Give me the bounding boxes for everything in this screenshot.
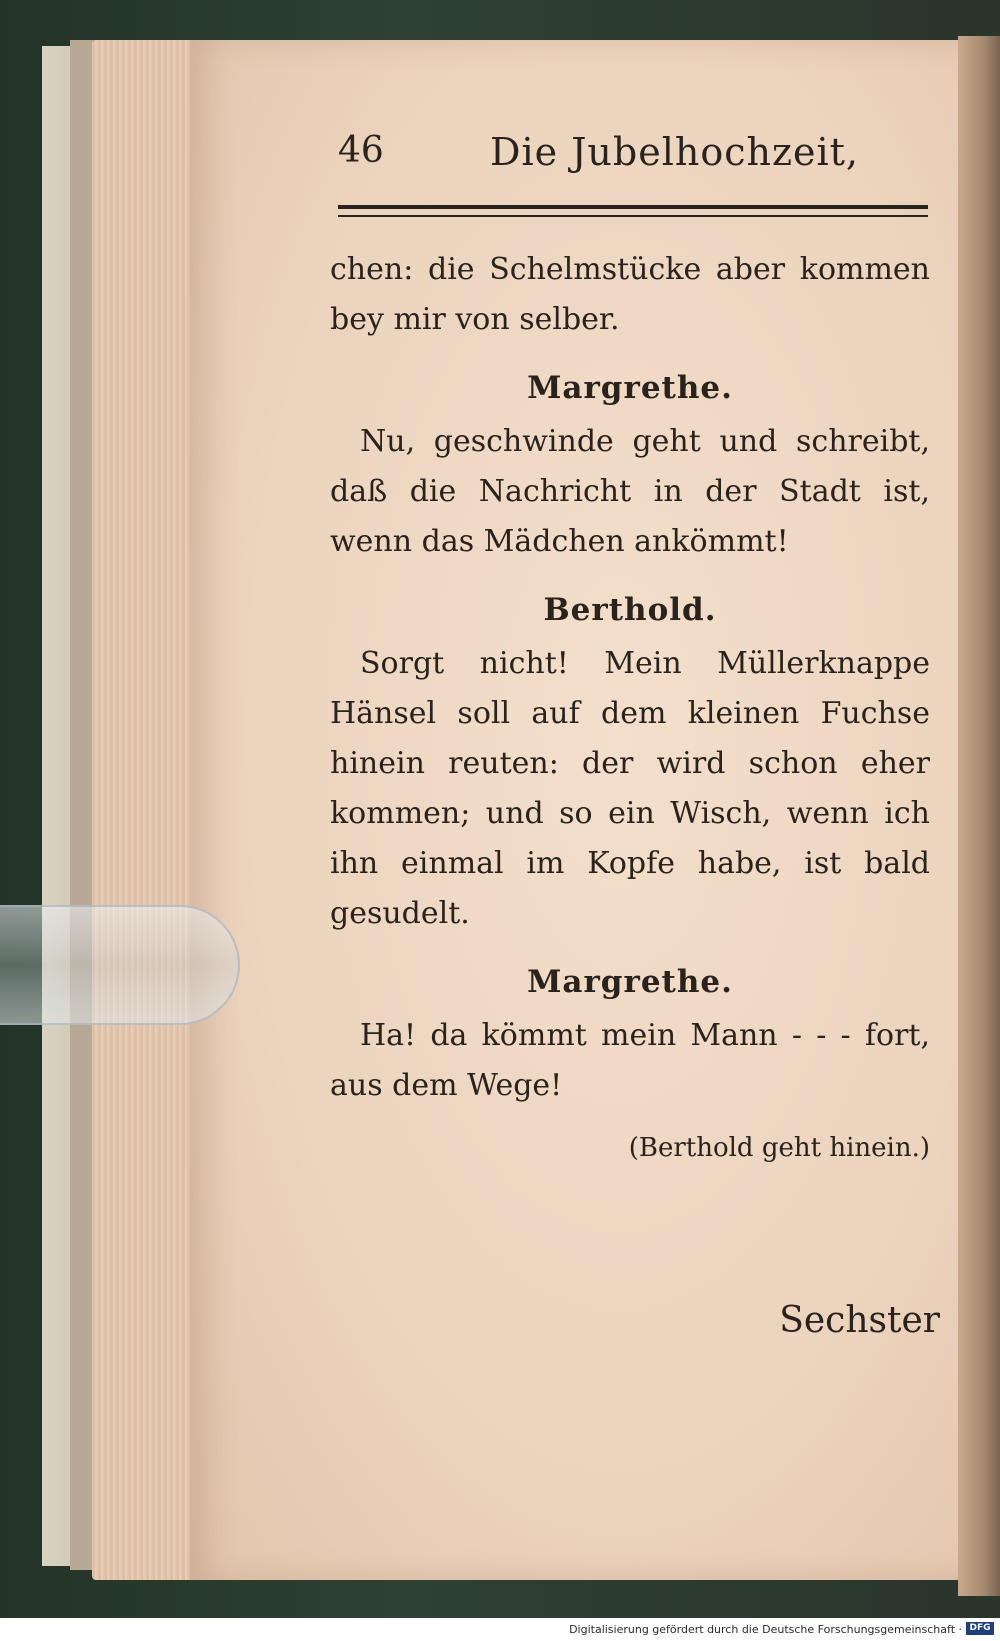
- speech-text: Sorgt nicht! Mein Müllerknappe Hänsel soll auf dem kleinen Fuchse hinein reuten: der wird schon eher kommen; und so ein Wisch, wenn ich ihn einmal im Kopfe habe, ist bald gesudelt.: [330, 646, 930, 931]
- page-clip: [0, 905, 240, 1025]
- page-header: [330, 120, 940, 180]
- text-block: [330, 120, 940, 1341]
- speaker-name: Margrethe.: [527, 964, 733, 1000]
- speaker-name: Margrethe.: [527, 370, 733, 406]
- catchword: Sechster: [779, 1300, 940, 1341]
- continuation-text: chen: die Schelmstücke aber kommen bey mir von selber.: [330, 252, 930, 337]
- facing-page-edge: [958, 36, 1000, 1596]
- digitization-credit: Digitalisierung gefördert durch die Deutsche Forschungsgemeinschaft ·: [569, 1623, 962, 1636]
- page-content: [330, 245, 930, 1173]
- speech-text: Ha! da kömmt mein Mann - - - fort, aus dem Wege!: [330, 1018, 930, 1103]
- speech-text: Nu, geschwinde geht und schreibt, daß die Nachricht in der Stadt ist, wenn das Mädchen ankömmt!: [330, 424, 930, 559]
- header-rule: [338, 205, 928, 217]
- page-edges: [92, 40, 202, 1580]
- stage-direction: (Berthold geht hinein.): [628, 1133, 930, 1163]
- speaker-name: Berthold.: [543, 592, 717, 628]
- running-title: Die Jubelhochzeit,: [490, 130, 859, 174]
- page-number: 46: [338, 130, 384, 171]
- dfg-logo: DFG: [966, 1622, 994, 1635]
